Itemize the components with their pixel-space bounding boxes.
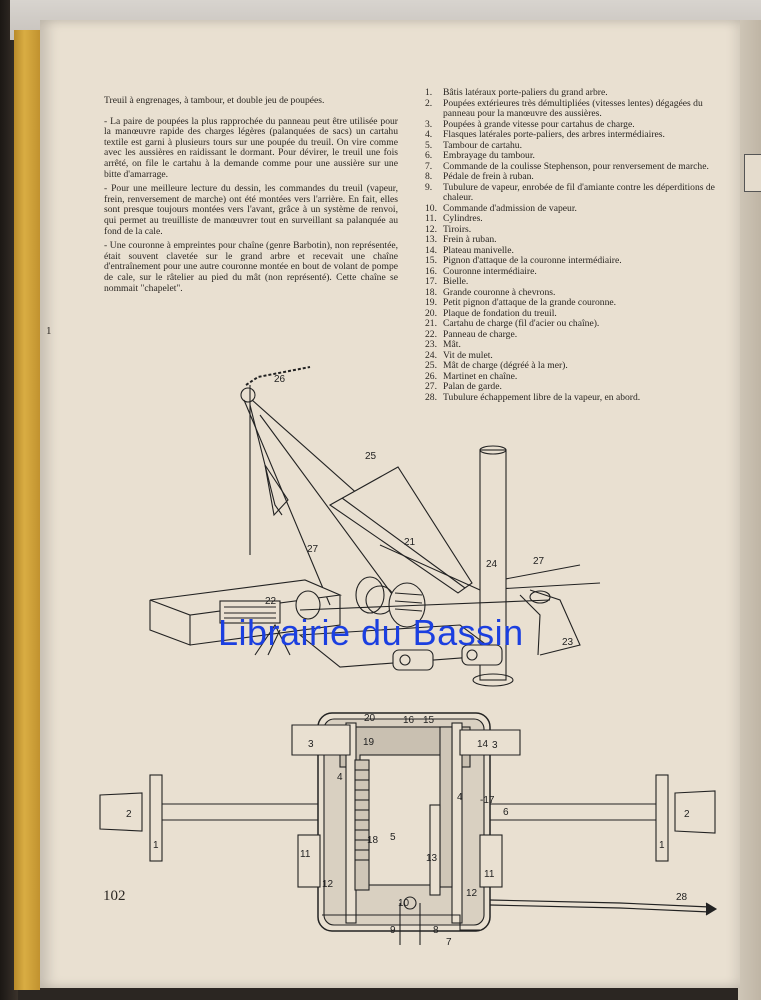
callout-11: 11 (484, 869, 495, 880)
legend-number: 14. (425, 244, 437, 256)
legend-number: 10. (425, 202, 437, 214)
winch-technical-drawing (60, 355, 740, 955)
legend-item (425, 214, 725, 225)
legend-number: 19. (425, 297, 437, 308)
legend-item (425, 319, 725, 330)
callout-10: 10 (398, 898, 410, 909)
callout-2: 2 (684, 809, 690, 820)
callout-18: 18 (367, 835, 379, 846)
legend-number: 1. (425, 87, 433, 98)
legend-item (425, 330, 725, 341)
callout-4: 4 (337, 772, 343, 783)
callout-9: 9 (390, 925, 396, 936)
legend-number: 24. (425, 349, 437, 361)
legend-number: 13. (425, 234, 437, 245)
legend-item (425, 256, 725, 267)
callout-6: 6 (503, 807, 509, 818)
legend-text: Grande couronne à chevrons. (443, 286, 556, 298)
legend-text: Plaque de fondation du treuil. (443, 307, 557, 319)
callout-12: 12 (322, 879, 334, 890)
callout-2: 2 (126, 809, 132, 820)
legend-number: 22. (425, 328, 437, 340)
callout-22: 22 (265, 596, 277, 607)
callout-28: 28 (676, 892, 688, 903)
legend-item (425, 130, 725, 141)
legend-text: Palan de garde. (443, 381, 502, 392)
legend-number: 9. (425, 181, 433, 193)
legend-number: 26. (425, 370, 437, 382)
legend-text: Bielle. (443, 276, 469, 287)
callout-4: 4 (457, 792, 463, 803)
callout-1: 1 (153, 840, 159, 851)
callout-3: 3 (308, 739, 314, 750)
legend-text: Commande de la coulisse Stephenson, pour renversement de marche. (443, 160, 709, 172)
callout-27: 27 (307, 544, 319, 555)
legend-item (425, 88, 725, 99)
legend-number: 15. (425, 255, 437, 266)
callout-11: 11 (300, 849, 311, 860)
legend-number: 4. (425, 129, 433, 140)
callout-14: 14 (477, 739, 489, 750)
legend-text: Cylindres. (443, 213, 483, 224)
legend-item (425, 235, 725, 246)
callout-12: 12 (466, 888, 478, 899)
legend-item (425, 340, 725, 351)
legend-number: 27. (425, 381, 437, 392)
legend-number: 2. (425, 97, 433, 109)
legend-text: Commande d'admission de vapeur. (443, 202, 577, 214)
callout-16: 16 (403, 715, 415, 726)
legend-text: Flasques latérales porte-paliers, des arbres intermédiaires. (443, 129, 665, 140)
callout-21: 21 (404, 537, 416, 548)
legend-number: 20. (425, 307, 437, 319)
legend-number: 16. (425, 265, 437, 277)
legend-text: Embrayage du tambour. (443, 150, 535, 161)
intro-paragraph: - Une couronne à empreintes pour chaîne (genre Barbotin), non représentée, était souvent clavetée sur le grand arbre et recevait une chaîne d'entraînement pour une autre couronne montée en bout de volant de pompe de cale, sur le râtelier au pied du mât (non représenté). Cette chaîne se nommait "chapelet". (104, 240, 398, 294)
callout-23: 23 (562, 637, 574, 648)
callout-7: 7 (446, 937, 452, 948)
callout-15: 15 (423, 715, 435, 726)
legend-text: Poupées à grande vitesse pour cartahus de charge. (443, 118, 635, 130)
legend-number: 11. (425, 213, 437, 224)
legend-number: 23. (425, 339, 437, 350)
callout-25: 25 (365, 451, 377, 462)
legend-number: 7. (425, 160, 433, 172)
callout-24: 24 (486, 559, 498, 570)
intro-text (104, 96, 398, 298)
legend-text: Pignon d'attaque de la couronne intermédiaire. (443, 255, 622, 266)
legend-item (425, 277, 725, 288)
legend-number: 18. (425, 286, 437, 298)
legend-text: Tambour de cartahu. (443, 139, 522, 151)
legend-item (425, 99, 725, 120)
legend-item (425, 151, 725, 162)
legend-number: 12. (425, 223, 437, 235)
legend-item (425, 183, 725, 204)
legend-text: Tiroirs. (443, 223, 472, 235)
intro-paragraph: - Pour une meilleure lecture du dessin, les commandes du treuil (vapeur, frein, renversement de marche) ont été montées vers l'arrière. En fait, elles sont presque toujours montées vers l'avant, grâce à un système de renvoi, qui permet au treuilliste de manœuvrer tout en surveillant sa palanquée au fond de la cale. (104, 183, 398, 237)
legend-number: 5. (425, 139, 433, 151)
legend-text: Bâtis latéraux porte-paliers du grand arbre. (443, 87, 608, 98)
callout-13: 13 (426, 853, 438, 864)
legend-text: Tubulure de vapeur, enrobée de fil d'amiante contre les déperditions de chaleur. (443, 181, 715, 203)
legend-text: Mât de charge (dégréé à la mer). (443, 360, 568, 371)
legend-number: 21. (425, 318, 437, 329)
callout-27: 27 (533, 556, 545, 567)
legend-number: 6. (425, 150, 433, 161)
legend-number: 3. (425, 118, 433, 130)
legend-text: Poupées extérieures très démultipliées (vitesses lentes) dégagées du panneau pour la manœuvre des aussières. (443, 97, 703, 119)
legend-text: Couronne intermédiaire. (443, 265, 537, 277)
page-number: 102 (103, 888, 126, 904)
legend-number: 8. (425, 171, 433, 182)
legend-item (425, 267, 725, 278)
legend-number: 25. (425, 360, 437, 371)
callout-1: 1 (659, 840, 665, 851)
legend-item (425, 172, 725, 183)
legend-text: Martinet en chaîne. (443, 370, 518, 382)
page-tab (744, 154, 761, 192)
intro-paragraph: - La paire de poupées la plus rapprochée du panneau peut être utilisée pour la manœuvre rapide des charges légères (palanquées de sacs) un cartahu textile est garni à plusieurs tours sur une poupée du treuil. On vire comme avec les aussières en raidissant le dormant. Pour dévirer, le treuil une fois arrêté, on file le cartahu à la demande comme pour une aussière sur une bitte d'amarrage. (104, 115, 398, 180)
callout-17: -17 (480, 795, 495, 806)
legend-text: Cartahu de charge (fil d'acier ou chaîne). (443, 318, 600, 329)
legend-number: 28. (425, 391, 437, 403)
callout-5: 5 (390, 832, 396, 843)
legend-number: 17. (425, 276, 437, 287)
legend-text: Tubulure échappement libre de la vapeur, en abord. (443, 391, 641, 403)
legend-text: Panneau de charge. (443, 328, 518, 340)
gilt-edge (14, 30, 40, 990)
callout-20: 20 (364, 713, 376, 724)
callout-26: 26 (274, 374, 286, 385)
legend-text: Mât. (443, 339, 461, 350)
watermark: Librairie du Bassin (218, 612, 524, 653)
legend-text: Vit de mulet. (443, 349, 493, 361)
intro-title: Treuil à engrenages, à tambour, et double jeu de poupées. (104, 95, 325, 106)
callout-3: 3 (492, 740, 498, 751)
legend-text: Frein à ruban. (443, 234, 497, 245)
legend-text: Plateau manivelle. (443, 244, 514, 256)
margin-mark: 1 (46, 325, 52, 337)
legend-text: Pédale de frein à ruban. (443, 171, 534, 182)
callout-8: 8 (433, 925, 439, 936)
legend-text: Petit pignon d'attaque de la grande couronne. (443, 297, 617, 308)
plan-view (100, 713, 716, 945)
legend-item (425, 298, 725, 309)
callout-19: 19 (363, 737, 375, 748)
